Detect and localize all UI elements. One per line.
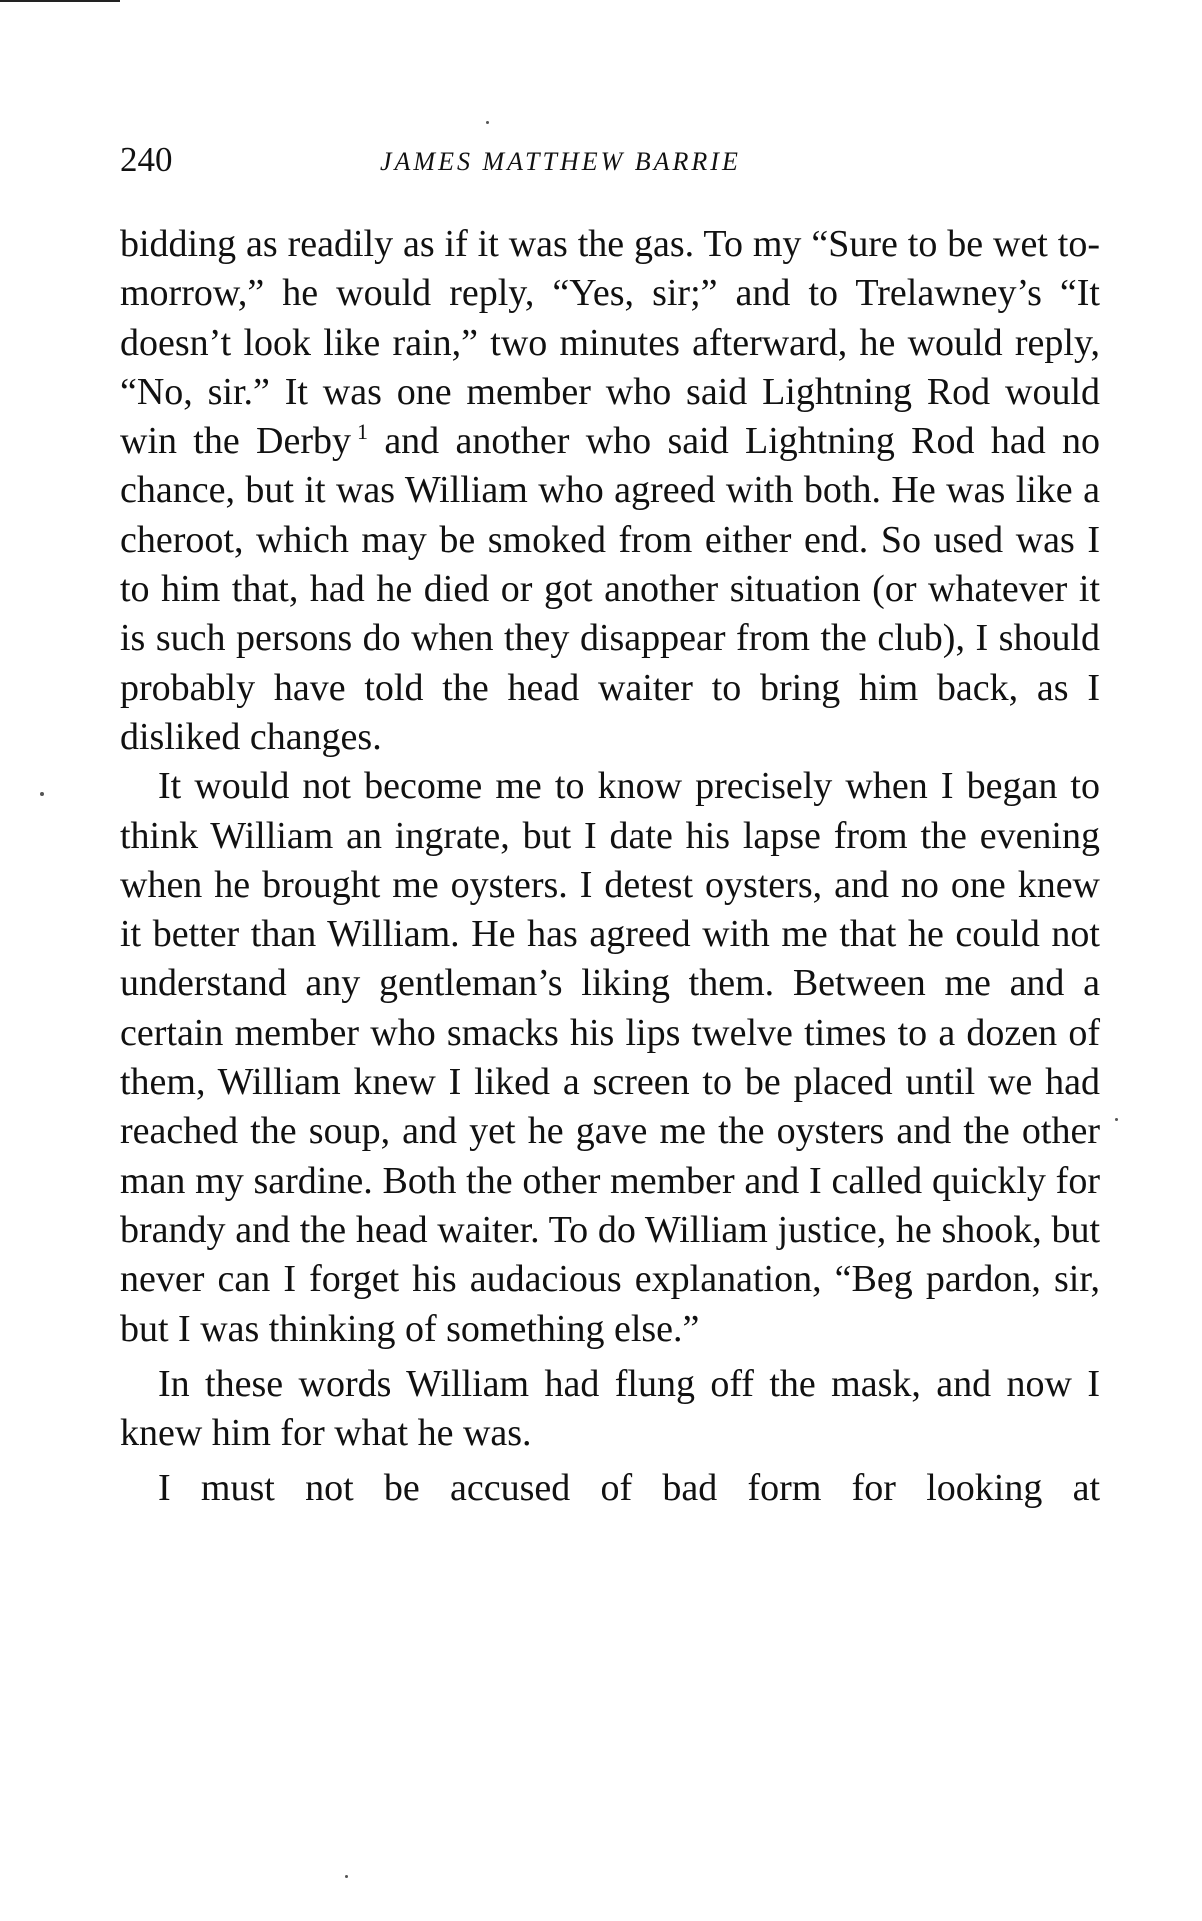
paragraph-1: [120, 220, 1100, 762]
paragraph-3: In these words William had flung off the mask, and now I knew him for what he was.: [120, 1362, 1100, 1455]
running-head: JAMES MATTHEW BARRIE: [380, 147, 741, 176]
body-text: [120, 220, 1100, 1514]
footnote-reference: 1: [357, 419, 368, 445]
page-header: [120, 138, 1100, 182]
paragraph-1-text-after-footnote: and another who said Lightning Rod had no chance, but it was William who agreed with both. He was like a cheroot, which may be smoked from either end. So used was I to him that, had he died or got another situation (or whatever it is such persons do when they disappear from the club), I should probably have told the head waiter to bring him back, as I disliked changes.: [120, 420, 1101, 758]
paragraph-4: I must not be accused of bad form for looking at: [158, 1467, 1100, 1510]
paragraph-2: It would not become me to know precisely when I began to think William an ingrate, but I date his lapse from the evening when he brought me oysters. I detest oysters, and no one knew it better than William. He has agreed with me that he could not understand any gentleman’s liking them. Between me and a certain member who smacks his lips twelve times to a dozen of them, William knew I liked a screen to be placed until we had reached the soup, and yet he gave me the oysters and the other man my sardine. Both the other member and I called quickly for brandy and the head waiter. To do William justice, he shook, but never can I forget his audacious explanation, “Beg pardon, sir, but I was thinking of something else.”: [120, 765, 1100, 1350]
scan-speck: [486, 121, 489, 124]
scan-speck: [40, 792, 44, 796]
scan-speck: [1115, 1118, 1118, 1121]
paragraph-1-text-before-footnote: bidding as readily as if it was the gas. To my “Sure to be wet to-morrow,” he would reply, “Yes, sir;” and to Trelawney’s “It doesn’t look like rain,” two minutes afterward, he would reply, “No, sir.” It was one member who said Lightning Rod would win the Derby: [120, 223, 1100, 463]
top-edge-rule: [0, 0, 120, 2]
scan-speck: [345, 1875, 348, 1878]
page-number: 240: [120, 140, 173, 179]
